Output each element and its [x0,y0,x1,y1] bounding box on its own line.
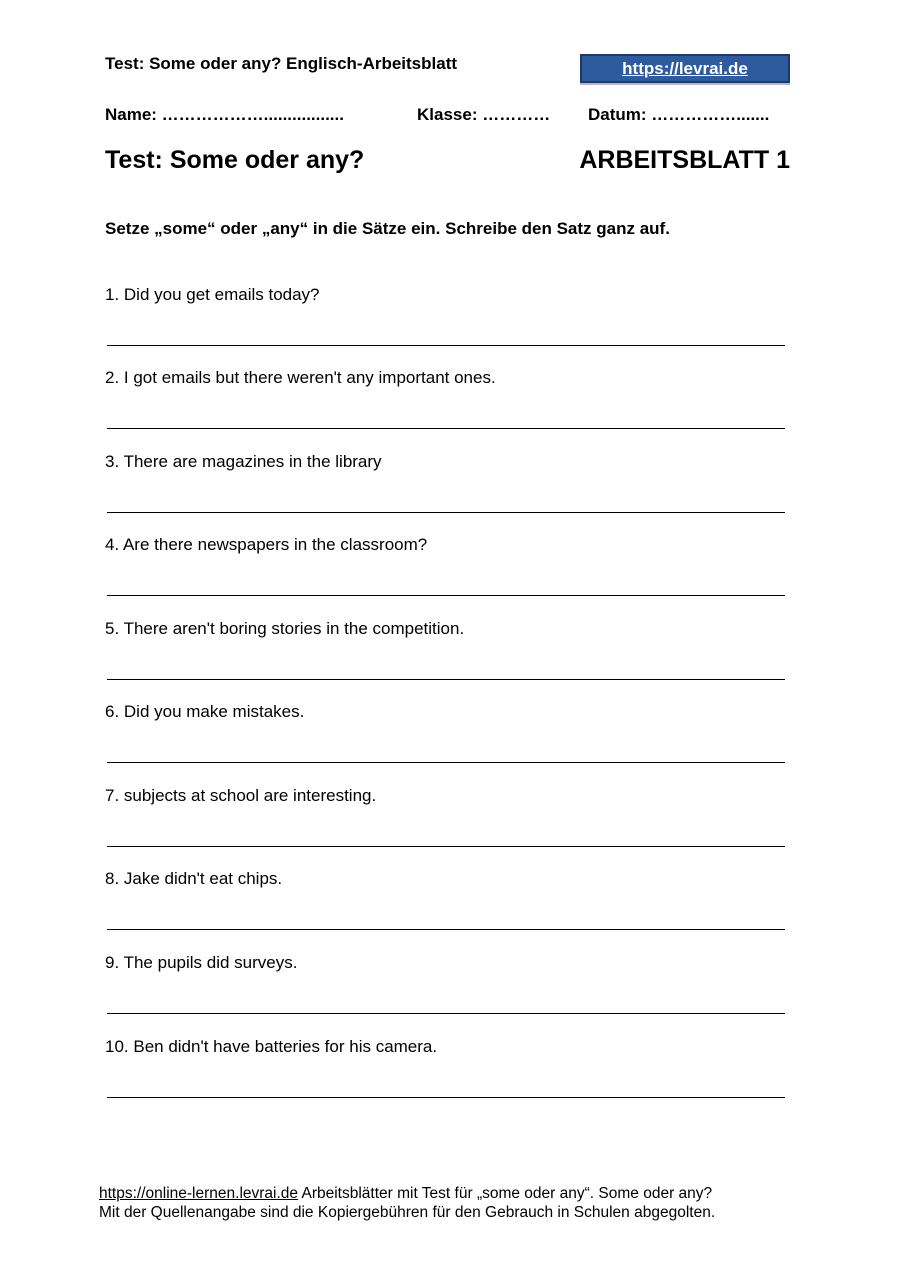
answer-line [107,345,785,346]
footer-source-link[interactable]: https://online-lernen.levrai.de [99,1185,299,1202]
question-text: 3. There are magazines in the library [105,452,382,471]
answer-line [107,595,785,596]
footer-line-2: Mit der Quellenangabe sind die Kopiergebühren für den Gebrauch in Schulen abgegolten. [99,1204,716,1221]
answer-line [107,929,785,930]
answer-line [107,512,785,513]
question-text: 6. Did you make mistakes. [105,702,305,721]
question-text: 5. There aren't boring stories in the competition. [105,619,465,638]
footer [99,1184,799,1222]
footer-line-1-text: Arbeitsblätter mit Test für „some oder any“. Some oder any? [298,1185,713,1202]
document-header-label: Test: Some oder any? Englisch-Arbeitsblatt [105,54,458,73]
sheet-number-label: ARBEITSBLATT 1 [579,146,790,174]
question-text: 1. Did you get emails today? [105,285,320,304]
question-block [105,702,790,722]
question-text: 10. Ben didn't have batteries for his camera. [105,1037,438,1056]
question-block [105,619,790,639]
levrai-link-text[interactable]: https://levrai.de [622,58,748,78]
question-block [105,452,790,472]
levrai-link-button[interactable] [580,54,790,83]
answer-line [107,679,785,680]
question-text: 9. The pupils did surveys. [105,953,298,972]
question-text: 8. Jake didn't eat chips. [105,869,283,888]
title-row [105,146,790,175]
question-block [105,953,790,973]
question-block [105,869,790,889]
footer-line-1 [99,1184,799,1203]
question-text: 7. subjects at school are interesting. [105,786,377,805]
page-title: Test: Some oder any? [105,146,365,174]
answer-line [107,846,785,847]
question-block [105,368,790,388]
answer-line [107,1097,785,1098]
question-text: 4. Are there newspapers in the classroom? [105,535,428,554]
question-block [105,535,790,555]
question-block [105,1037,790,1057]
question-text: 2. I got emails but there weren't any important ones. [105,368,496,387]
answer-line [107,1013,785,1014]
name-field: Name: ………………................. [105,105,344,124]
question-block [105,285,790,305]
klasse-field: Klasse: ………… [417,105,551,124]
instruction-text: Setze „some“ oder „any“ in die Sätze ein. Schreibe den Satz ganz auf. [105,219,670,238]
question-block [105,786,790,806]
answer-line [107,428,785,429]
datum-field: Datum: ……………....... [588,105,770,124]
answer-line [107,762,785,763]
